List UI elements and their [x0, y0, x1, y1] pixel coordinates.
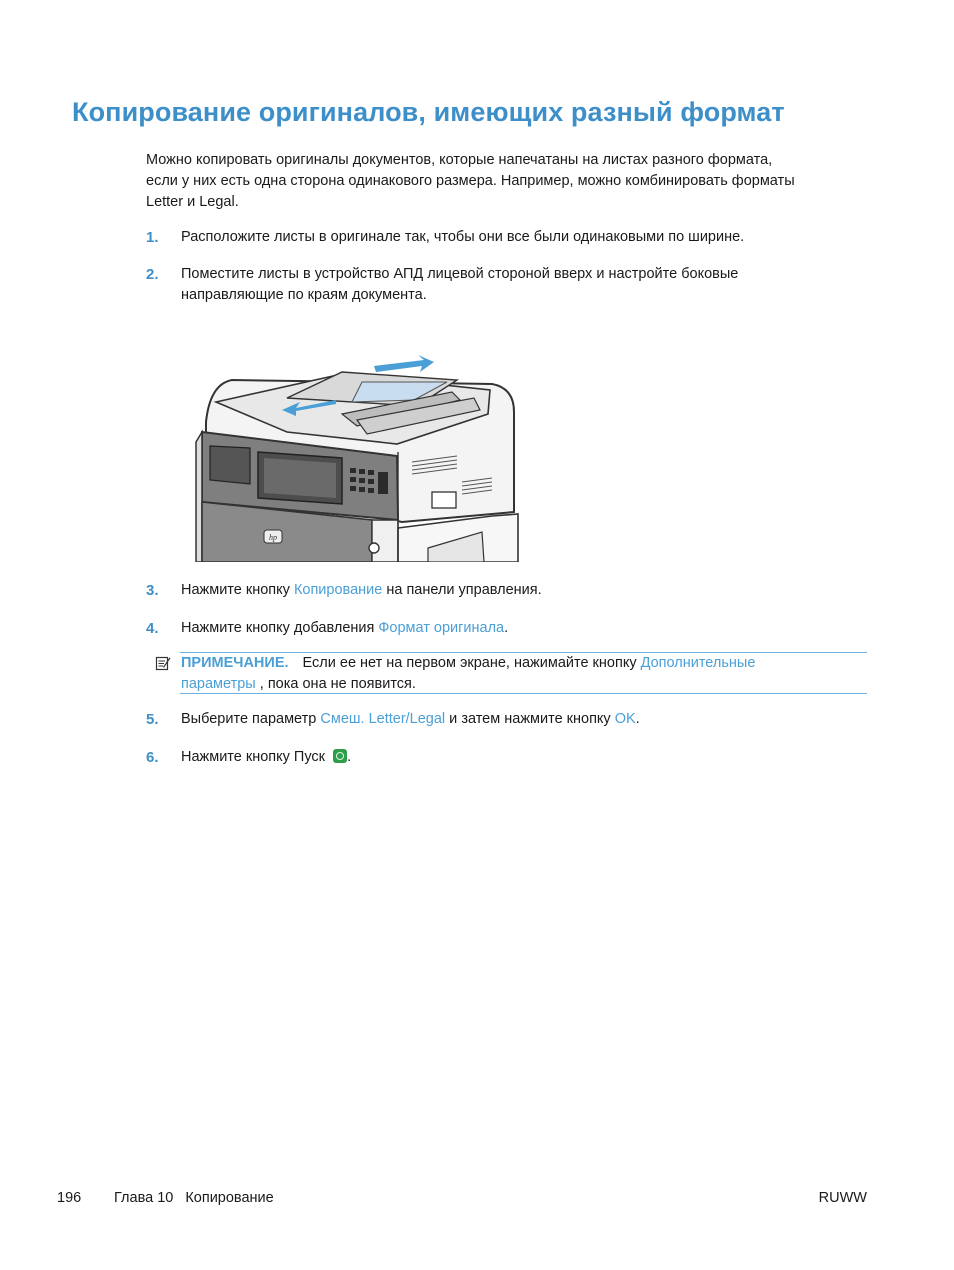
chapter-label: Глава 10 Копирование: [114, 1190, 274, 1206]
note-rule-bottom: [180, 693, 867, 694]
step-text: Поместите листы в устройство АПД лицевой стороной вверх и настройте боковые: [181, 266, 739, 282]
step-number: 3.: [146, 582, 159, 599]
start-button-icon: [333, 749, 347, 763]
ui-term-copy: Копирование: [293, 582, 383, 598]
note-label: ПРИМЕЧАНИЕ.: [181, 655, 289, 671]
ui-term-more-options: Дополнительные: [640, 655, 756, 671]
step-text: направляющие по краям документа.: [181, 287, 427, 303]
note-text: ПРИМЕЧАНИЕ. Если ее нет на первом экране, нажимайте кнопку Дополнительные: [181, 655, 756, 671]
note-text: параметры , пока она не появится.: [181, 676, 416, 692]
step-number: 6.: [146, 749, 159, 766]
step-text: Нажмите кнопку Копирование на панели управления.: [181, 582, 542, 598]
locale-code: RUWW: [818, 1190, 867, 1206]
step-number: 2.: [146, 266, 159, 283]
step-number: 1.: [146, 229, 159, 246]
intro-line: если у них есть одна сторона одинакового размера. Например, можно комбинировать форматы: [146, 173, 795, 189]
step-text: Нажмите кнопку добавления Формат оригинала.: [181, 620, 509, 636]
page-title: Копирование оригиналов, имеющих разный формат: [72, 97, 785, 127]
ui-term-more-options: параметры: [181, 676, 256, 692]
ui-term-original-size: Формат оригинала: [378, 620, 505, 636]
ui-term-ok: OK: [614, 711, 636, 727]
step-number: 4.: [146, 620, 159, 637]
step-number: 5.: [146, 711, 159, 728]
note-icon: [155, 655, 171, 671]
intro-line: Можно копировать оригиналы документов, которые напечатаны на листах разного формата,: [146, 152, 773, 168]
intro-paragraph: [146, 150, 876, 213]
ui-term-mixed-size: Смеш. Letter/Legal: [320, 711, 446, 727]
note-box: [152, 652, 867, 694]
step-text: Нажмите кнопку Пуск .: [181, 749, 352, 765]
printer-adf-illustration: [192, 352, 522, 562]
step-text: Выберите параметр Смеш. Letter/Legal и затем нажмите кнопку OK.: [181, 711, 640, 727]
page-number: 196: [57, 1190, 82, 1206]
intro-line: Letter и Legal.: [146, 194, 239, 210]
step-text: Расположите листы в оригинале так, чтобы они все были одинаковыми по ширине.: [181, 229, 745, 245]
brand-logo: hp: [269, 533, 277, 542]
